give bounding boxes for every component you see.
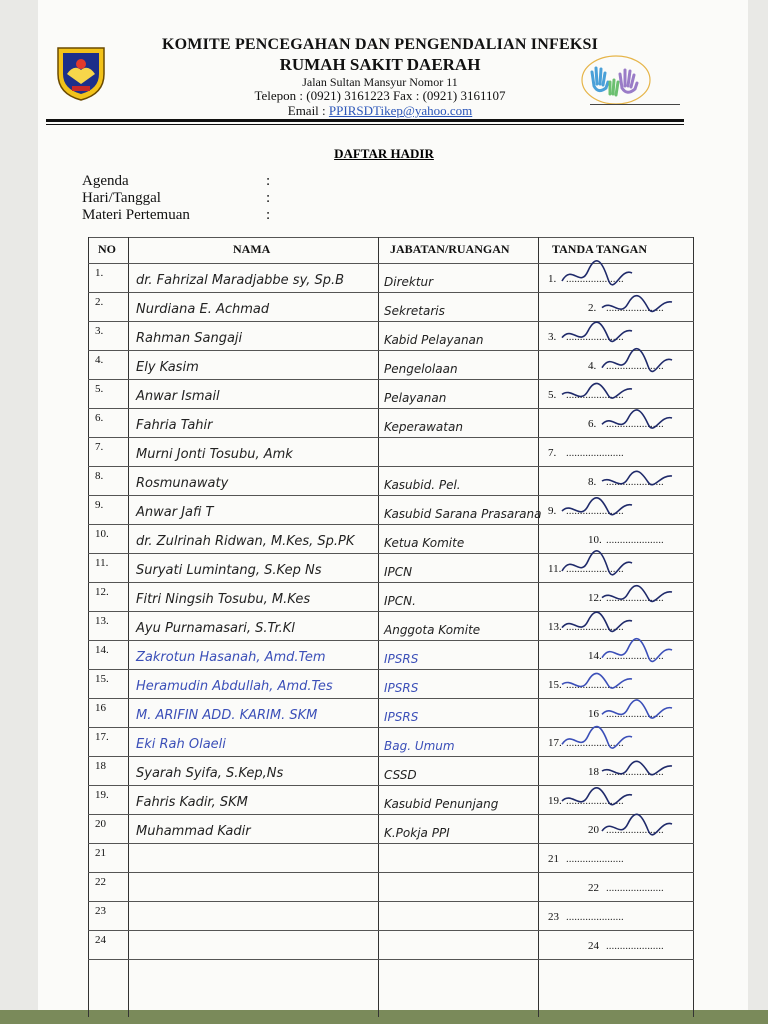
row-divider [88, 785, 694, 786]
signature-number: 16 [588, 708, 599, 720]
signature-number: 10. [588, 534, 602, 546]
attendee-name: Anwar Ismail [136, 389, 220, 404]
attendee-name: M. ARIFIN ADD. KARIM. SKM [136, 708, 318, 723]
signature-number: 15. [548, 679, 562, 691]
meta-label-topic: Materi Pertemuan [82, 207, 190, 223]
attendee-name: Murni Jonti Tosubu, Amk [136, 447, 293, 462]
signature-line: ..................... [606, 940, 664, 952]
header-row-divider [88, 263, 694, 264]
signature-line: ..................... [566, 737, 624, 749]
phone-fax: Telepon : (0921) 3161223 Fax : (0921) 3161107 [254, 88, 506, 103]
row-number: 6. [95, 412, 104, 424]
row-divider [88, 582, 694, 583]
row-divider [88, 321, 694, 322]
attendee-name: Rahman Sangaji [136, 331, 243, 346]
row-divider [88, 611, 694, 612]
attendee-position: IPCN [384, 565, 413, 579]
row-divider [88, 640, 694, 641]
meta-colon: : [266, 190, 271, 206]
attendee-name: Syarah Syifa, S.Kep,Ns [136, 766, 284, 781]
attendee-position: IPSRS [384, 681, 419, 695]
signature-number: 20 [588, 824, 599, 836]
document-title: DAFTAR HADIR [334, 146, 434, 161]
column-divider [378, 237, 379, 1017]
row-number: 12. [95, 586, 109, 598]
signature-number: 6. [588, 418, 597, 430]
signature-line: ..................... [566, 795, 624, 807]
row-number: 15. [95, 673, 109, 685]
row-divider [88, 437, 694, 438]
column-divider [128, 237, 129, 1017]
row-number: 11. [95, 557, 109, 569]
signature-number: 21 [548, 853, 559, 865]
attendee-position: Sekretaris [384, 304, 445, 318]
signature-line: ..................... [566, 273, 624, 285]
attendee-position: IPSRS [384, 652, 419, 666]
attendee-name: Fitri Ningsih Tosubu, M.Kes [136, 592, 311, 607]
signature-line: ..................... [566, 331, 624, 343]
signature-number: 17. [548, 737, 562, 749]
signature-number: 22 [588, 882, 599, 894]
row-number: 3. [95, 325, 104, 337]
signature-number: 19. [548, 795, 562, 807]
signature-number: 13. [548, 621, 562, 633]
attendee-name: Suryati Lumintang, S.Kep Ns [136, 563, 322, 578]
row-number: 9. [95, 499, 104, 511]
meta-label-date: Hari/Tanggal [82, 190, 161, 206]
signature-number: 18 [588, 766, 599, 778]
email-line [90, 103, 670, 119]
signature-number: 4. [588, 360, 597, 372]
signature-line: ..................... [606, 592, 664, 604]
row-divider [88, 756, 694, 757]
row-number: 19. [95, 789, 109, 801]
signature-line: ..................... [606, 708, 664, 720]
row-number: 21 [95, 847, 106, 859]
row-divider [88, 843, 694, 844]
attendee-name: Rosmunawaty [136, 476, 229, 491]
header-rule-thick [46, 119, 684, 122]
column-divider [538, 237, 539, 1017]
attendee-name: Heramudin Abdullah, Amd.Tes [136, 679, 333, 694]
signature-line: ..................... [606, 824, 664, 836]
attendee-name: Muhammad Kadir [136, 824, 251, 839]
signature-line: ..................... [566, 505, 624, 517]
table-border [693, 237, 694, 1017]
row-divider [88, 495, 694, 496]
row-divider [88, 727, 694, 728]
signature-number: 23 [548, 911, 559, 923]
row-number: 17. [95, 731, 109, 743]
column-header-name: NAMA [233, 242, 271, 256]
row-divider [88, 350, 694, 351]
attendee-name: Zakrotun Hasanah, Amd.Tem [136, 650, 326, 665]
row-divider [88, 408, 694, 409]
meta-colon: : [266, 173, 271, 189]
email-label: Email : [287, 103, 329, 118]
row-divider [88, 698, 694, 699]
attendee-name: Ayu Purnamasari, S.Tr.Kl [136, 621, 295, 636]
signature-line: ..................... [606, 650, 664, 662]
attendee-position: Pengelolaan [384, 362, 458, 376]
row-divider [88, 901, 694, 902]
attendee-name: Eki Rah Olaeli [136, 737, 226, 752]
attendee-name: dr. Zulrinah Ridwan, M.Kes, Sp.PK [136, 534, 355, 549]
row-number: 23 [95, 905, 106, 917]
signature-line: ..................... [606, 476, 664, 488]
signature-line: ..................... [606, 882, 664, 894]
meta-colon: : [266, 207, 271, 223]
row-number: 7. [95, 441, 104, 453]
column-header-position: JABATAN/RUANGAN [390, 242, 510, 256]
row-divider [88, 930, 694, 931]
row-number: 10. [95, 528, 109, 540]
signature-line: ..................... [606, 418, 664, 430]
row-number: 13. [95, 615, 109, 627]
signature-number: 14. [588, 650, 602, 662]
header-rule-thin [46, 124, 684, 125]
email-link[interactable]: PPIRSDTikep@yahoo.com [328, 103, 473, 118]
attendee-name: Fahria Tahir [136, 418, 213, 433]
signature-number: 8. [588, 476, 597, 488]
signature-number: 12. [588, 592, 602, 604]
row-divider [88, 553, 694, 554]
signature-line: ..................... [566, 621, 624, 633]
signature-line: ..................... [566, 679, 624, 691]
attendee-name: dr. Fahrizal Maradjabbe sy, Sp.B [136, 273, 345, 288]
attendee-position: Kasubid Sarana Prasarana [384, 507, 542, 521]
signature-line: ..................... [606, 302, 664, 314]
row-number: 1. [95, 267, 104, 279]
row-number: 22 [95, 876, 106, 888]
row-number: 5. [95, 383, 104, 395]
signature-number: 11. [548, 563, 562, 575]
attendee-position: Bag. Umum [384, 739, 455, 753]
row-divider [88, 466, 694, 467]
table-border [88, 237, 694, 238]
row-divider [88, 959, 694, 960]
attendee-position: Ketua Komite [384, 536, 465, 550]
attendee-name: Ely Kasim [136, 360, 199, 375]
attendee-position: Pelayanan [384, 391, 447, 405]
attendee-position: Kasubid. Pel. [384, 478, 461, 492]
row-number: 18 [95, 760, 106, 772]
signature-number: 24 [588, 940, 599, 952]
signature-line: ..................... [566, 911, 624, 923]
attendee-position: Keperawatan [384, 420, 463, 434]
row-divider [88, 292, 694, 293]
attendee-position: IPCN. [384, 594, 416, 608]
attendee-name: Nurdiana E. Achmad [136, 302, 270, 317]
signature-line: ..................... [606, 360, 664, 372]
meta-label-agenda: Agenda [82, 173, 129, 189]
row-number: 20 [95, 818, 106, 830]
hospital-name: RUMAH SAKIT DAERAH [279, 55, 481, 74]
row-number: 2. [95, 296, 104, 308]
column-header-signature: TANDA TANGAN [552, 242, 648, 256]
attendee-position: Kabid Pelayanan [384, 333, 484, 347]
signature-number: 1. [548, 273, 557, 285]
signature-line: ..................... [566, 563, 624, 575]
committee-name: KOMITE PENCEGAHAN DAN PENGENDALIAN INFEKSI [162, 36, 598, 53]
signature-line: ..................... [606, 534, 664, 546]
attendee-position: Direktur [384, 275, 434, 289]
row-number: 14. [95, 644, 109, 656]
signature-line: ..................... [566, 447, 624, 459]
signature-number: 2. [588, 302, 597, 314]
signature-line: ..................... [606, 766, 664, 778]
signature-number: 3. [548, 331, 557, 343]
row-number: 4. [95, 354, 104, 366]
attendee-position: Anggota Komite [384, 623, 481, 637]
signature-line: ..................... [566, 853, 624, 865]
attendee-name: Fahris Kadir, SKM [136, 795, 248, 810]
attendee-position: K.Pokja PPI [384, 826, 450, 840]
row-divider [88, 379, 694, 380]
attendee-position: CSSD [384, 768, 417, 782]
row-number: 8. [95, 470, 104, 482]
row-divider [88, 814, 694, 815]
attendee-name: Anwar Jafi T [136, 505, 214, 520]
attendee-position: Kasubid Penunjang [384, 797, 499, 811]
table-border [88, 237, 89, 1017]
attendance-table [88, 237, 694, 1017]
signature-number: 5. [548, 389, 557, 401]
signature-line: ..................... [566, 389, 624, 401]
row-divider [88, 669, 694, 670]
column-header-no: NO [98, 242, 116, 256]
address: Jalan Sultan Mansyur Nomor 11 [302, 75, 458, 89]
row-divider [88, 872, 694, 873]
signature-number: 9. [548, 505, 557, 517]
row-divider [88, 524, 694, 525]
attendee-position: IPSRS [384, 710, 419, 724]
row-number: 16 [95, 702, 106, 714]
row-number: 24 [95, 934, 106, 946]
signature-number: 7. [548, 447, 557, 459]
